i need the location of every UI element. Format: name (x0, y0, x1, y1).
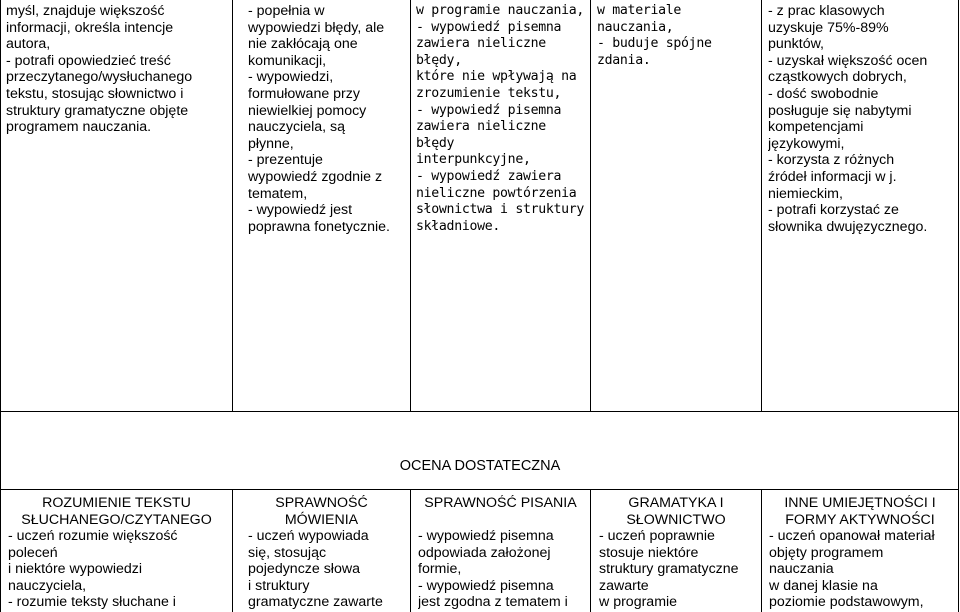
table-row-divider (0, 411, 959, 412)
top-cell-grammar: w materiale nauczania, - buduje spójne zdania. (597, 3, 712, 68)
banner-border-left (0, 412, 1, 490)
table-border-right (958, 0, 959, 412)
body-other: - uczeń opanował materiał objęty programem nauczania w danej klasie na poziomie podstawowym, (769, 528, 935, 611)
table-divider (590, 0, 591, 412)
table-divider (410, 0, 411, 412)
body-writing: - wypowiedź pisemna odpowiada założonej formie, - wypowiedź pisemna jest zgodna z tematem i (418, 528, 568, 611)
body-speaking: - uczeń wypowiada się, stosując pojedyncze słowa i struktury gramatyczne zawarte (248, 528, 383, 611)
grade-title: OCENA DOSTATECZNA (399, 458, 561, 474)
header-writing: SPRAWNOŚĆ PISANIA (424, 495, 577, 511)
header-speaking: SPRAWNOŚĆ MÓWIENIA (275, 495, 368, 528)
header-grammar: GRAMATYKA I SŁOWNICTWO (626, 495, 726, 528)
table-border-right (958, 490, 959, 612)
table-border-left (0, 0, 1, 412)
table-divider (232, 0, 233, 412)
top-cell-writing: w programie nauczania, - wypowiedź pisemna zawiera nieliczne błędy, które nie wpływają na zrozumienie tekstu, - wypowiedź pisemna zawiera nieliczne błędy interpunkcyjne, - wypowiedź zawiera nieliczne powtórzenia słownictwa i struktury składniowe. (416, 3, 585, 234)
table-divider (761, 0, 762, 412)
banner-border-right (958, 412, 959, 490)
body-listening: - uczeń rozumie większość poleceń i niektóre wypowiedzi nauczyciela, - rozumie teksty słuchane i (8, 528, 178, 611)
header-other: INNE UMIEJĘTNOŚCI I FORMY AKTYWNOŚCI (784, 495, 936, 528)
body-grammar: - uczeń poprawnie stosuje niektóre struktury gramatyczne zawarte w programie (599, 528, 739, 611)
top-cell-other: - z prac klasowych uzyskuje 75%-89% punktów, - uzyskał większość ocen cząstkowych dobrych, - dość swobodnie posługuje się nabytymi kompetencjami językowymi, - korzysta z różnych źródeł informacji w j. niemieckim, - potrafi korzystać ze słownika dwujęzycznego. (768, 3, 928, 235)
top-cell-listening: myśl, znajduje większość informacji, określa intencje autora, - potrafi opowiedzieć treść przeczytanego/wysłuchanego tekstu, stosując słownictwo i struktury gramatyczne objęte programem nauczania. (6, 3, 193, 136)
banner-bottom-divider (0, 489, 959, 490)
header-listening: ROZUMIENIE TEKSTU SŁUCHANEGO/CZYTANEGO (21, 495, 212, 528)
top-cell-speaking: - popełnia w wypowiedzi błędy, ale nie zakłócają one komunikacji, - wypowiedzi, formułowane przy niewielkiej pomocy nauczyciela, są płynne, - prezentuje wypowiedź zgodnie z tematem, - wypowiedź jest poprawna fonetycznie. (248, 3, 390, 235)
